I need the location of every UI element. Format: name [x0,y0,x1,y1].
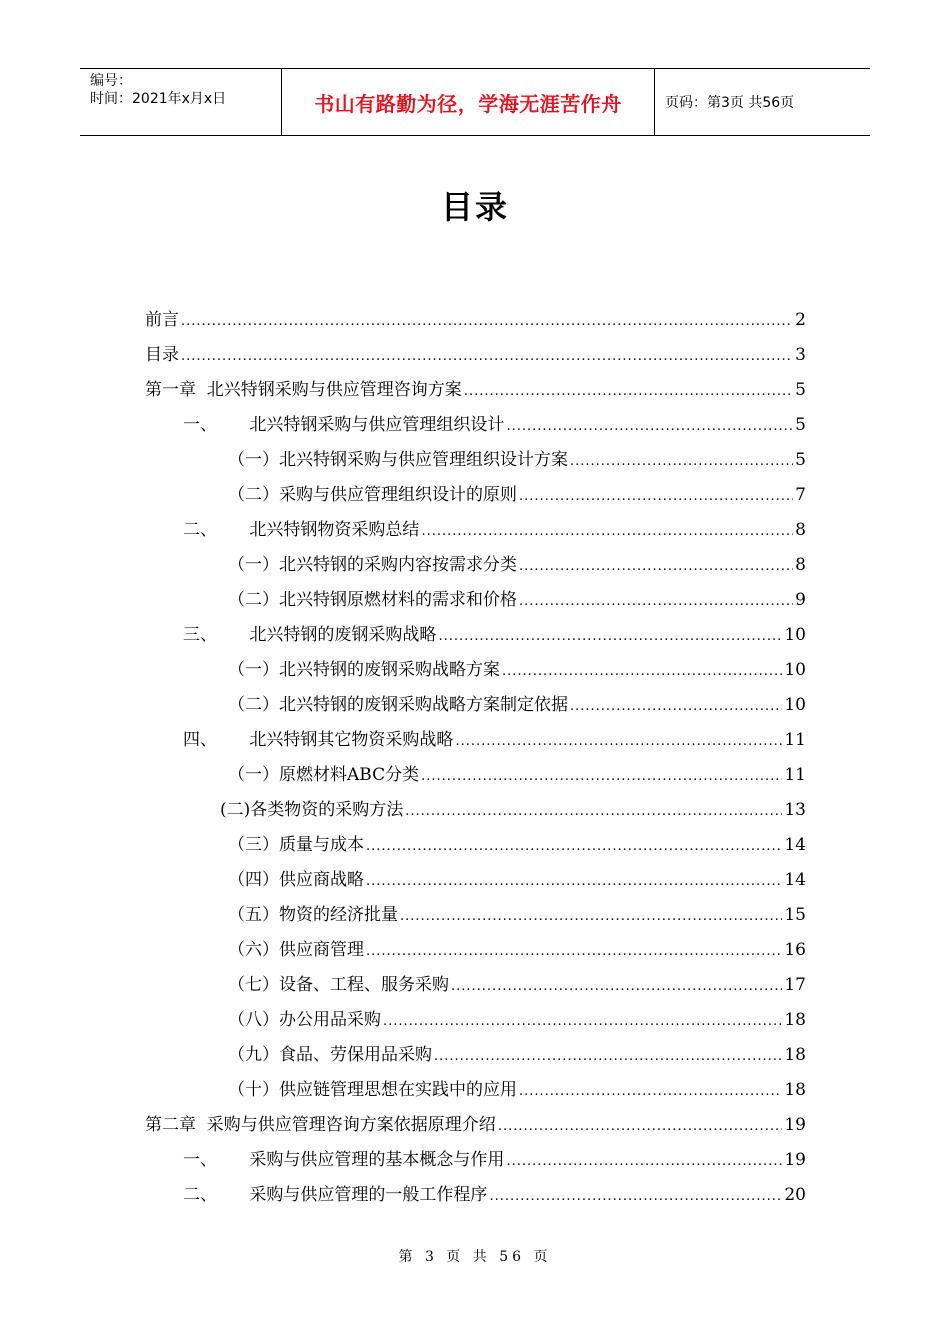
toc-entry[interactable] [145,378,806,402]
toc-dot-leader [434,1045,782,1069]
page-footer: 第 3 页 共 56 页 [398,1249,552,1265]
toc-entry-label: 前言 [145,310,179,330]
toc-entry[interactable] [228,1008,806,1032]
toc-dot-leader [405,800,782,824]
toc-entry-page: 10 [784,660,806,680]
toc-dot-leader [519,555,793,579]
toc-entry-label: （六）供应商管理 [228,940,364,960]
page-title: 目录 [440,188,509,226]
toc-entry[interactable] [228,1078,806,1102]
toc-entry[interactable] [228,693,806,717]
toc-entry[interactable] [145,343,806,367]
time-label: 时间：2021年x月x日 [90,91,227,107]
number-label: 编号： [90,73,132,89]
toc-entry[interactable] [228,763,806,787]
toc-entry-label: 二、 采购与供应管理的一般工作程序 [183,1185,488,1205]
toc-entry-page: 8 [795,555,806,575]
toc-entry-label: （一）北兴特钢的废钢采购战略方案 [228,660,500,680]
page-header [80,68,870,136]
toc-entry[interactable] [183,728,806,752]
toc-entry-page: 18 [784,1080,806,1100]
toc-dot-leader [421,765,782,789]
toc-entry-label: （二）北兴特钢的废钢采购战略方案制定依据 [228,695,568,715]
toc-entry-label: 第二章 采购与供应管理咨询方案依据原理介绍 [145,1115,496,1135]
toc-entry-label: （十）供应链管理思想在实践中的应用 [228,1080,517,1100]
toc-entry-page: 16 [784,940,806,960]
toc-dot-leader [489,1185,782,1209]
toc-entry[interactable] [183,413,806,437]
toc-dot-leader [366,940,782,964]
toc-entry-label: (二)各类物资的采购方法 [220,800,404,820]
toc-entry[interactable] [228,553,806,577]
toc-entry-page: 2 [795,310,806,330]
toc-entry-label: 四、 北兴特钢其它物资采购战略 [183,730,454,750]
toc-entry-page: 10 [784,695,806,715]
toc-entry-page: 14 [784,835,806,855]
toc-entry-label: （五）物资的经济批量 [228,905,398,925]
toc-entry[interactable] [228,903,806,927]
toc-entry-label: （八）办公用品采购 [228,1010,381,1030]
toc-entry-page: 7 [795,485,806,505]
toc-dot-leader [519,485,793,509]
toc-dot-leader [383,1010,782,1034]
toc-entry[interactable] [228,938,806,962]
toc-dot-leader [366,870,782,894]
toc-dot-leader [502,660,782,684]
toc-entry-page: 5 [795,415,806,435]
toc-dot-leader [455,730,782,754]
toc-dot-leader [438,625,782,649]
toc-entry-page: 5 [795,380,806,400]
toc-dot-leader [366,835,782,859]
toc-entry[interactable] [228,973,806,997]
toc-entry-page: 11 [784,730,806,750]
toc-entry-page: 18 [784,1010,806,1030]
toc-entry-label: 二、 北兴特钢物资采购总结 [183,520,420,540]
toc-entry-page: 3 [795,345,806,365]
toc-entry-page: 13 [784,800,806,820]
toc-dot-leader [421,520,793,544]
toc-entry-label: （四）供应商战略 [228,870,364,890]
toc-entry-page: 8 [795,520,806,540]
toc-entry-page: 19 [784,1150,806,1170]
toc-dot-leader [519,590,793,614]
toc-entry[interactable] [145,1113,806,1137]
toc-entry[interactable] [228,868,806,892]
toc-entry[interactable] [220,798,806,822]
toc-entry-page: 11 [784,765,806,785]
toc-entry-label: 三、 北兴特钢的废钢采购战略 [183,625,437,645]
toc-entry[interactable] [183,1183,806,1207]
toc-entry-label: （一）北兴特钢的采购内容按需求分类 [228,555,517,575]
toc-dot-leader [570,450,793,474]
toc-dot-leader [181,345,793,369]
toc-entry-page: 20 [784,1185,806,1205]
toc-entry-page: 19 [784,1115,806,1135]
toc-entry[interactable] [228,448,806,472]
toc-entry-page: 5 [795,450,806,470]
toc-entry-label: （三）质量与成本 [228,835,364,855]
toc-entry-page: 10 [784,625,806,645]
toc-dot-leader [400,905,782,929]
motto: 书山有路勤为径，学海无涯苦作舟 [282,69,655,135]
toc-entry-page: 9 [795,590,806,610]
toc-entry-page: 17 [784,975,806,995]
toc-entry-page: 14 [784,870,806,890]
toc-dot-leader [519,1080,782,1104]
toc-dot-leader [498,1115,783,1139]
toc-entry-label: 目录 [145,345,179,365]
toc-entry-label: （一）北兴特钢采购与供应管理组织设计方案 [228,450,568,470]
toc-entry-label: 一、 北兴特钢采购与供应管理组织设计 [183,415,505,435]
toc-entry-label: （二）北兴特钢原燃材料的需求和价格 [228,590,517,610]
toc-entry[interactable] [228,588,806,612]
toc-entry[interactable] [145,308,806,332]
toc-dot-leader [464,380,793,404]
toc-entry[interactable] [228,658,806,682]
toc-entry-label: 一、 采购与供应管理的基本概念与作用 [183,1150,505,1170]
toc-dot-leader [506,415,793,439]
toc-entry[interactable] [183,518,806,542]
toc-entry[interactable] [228,483,806,507]
toc-dot-leader [451,975,782,999]
page-info: 页码：第3页 共56页 [665,95,795,111]
header-left-cell [80,69,282,135]
toc-entry-label: 第一章 北兴特钢采购与供应管理咨询方案 [145,380,462,400]
toc-dot-leader [181,310,793,334]
toc-entry[interactable] [228,833,806,857]
toc-entry[interactable] [228,1043,806,1067]
toc-entry-label: （一）原燃材料ABC分类 [228,765,420,785]
toc-entry-label: （二）采购与供应管理组织设计的原则 [228,485,517,505]
toc-dot-leader [570,695,782,719]
toc-entry-label: （九）食品、劳保用品采购 [228,1045,432,1065]
toc-entry-page: 18 [784,1045,806,1065]
toc-entry[interactable] [183,623,806,647]
toc-entry-label: （七）设备、工程、服务采购 [228,975,449,995]
toc-entry-page: 15 [784,905,806,925]
toc-dot-leader [506,1150,782,1174]
toc-entry[interactable] [183,1148,806,1172]
